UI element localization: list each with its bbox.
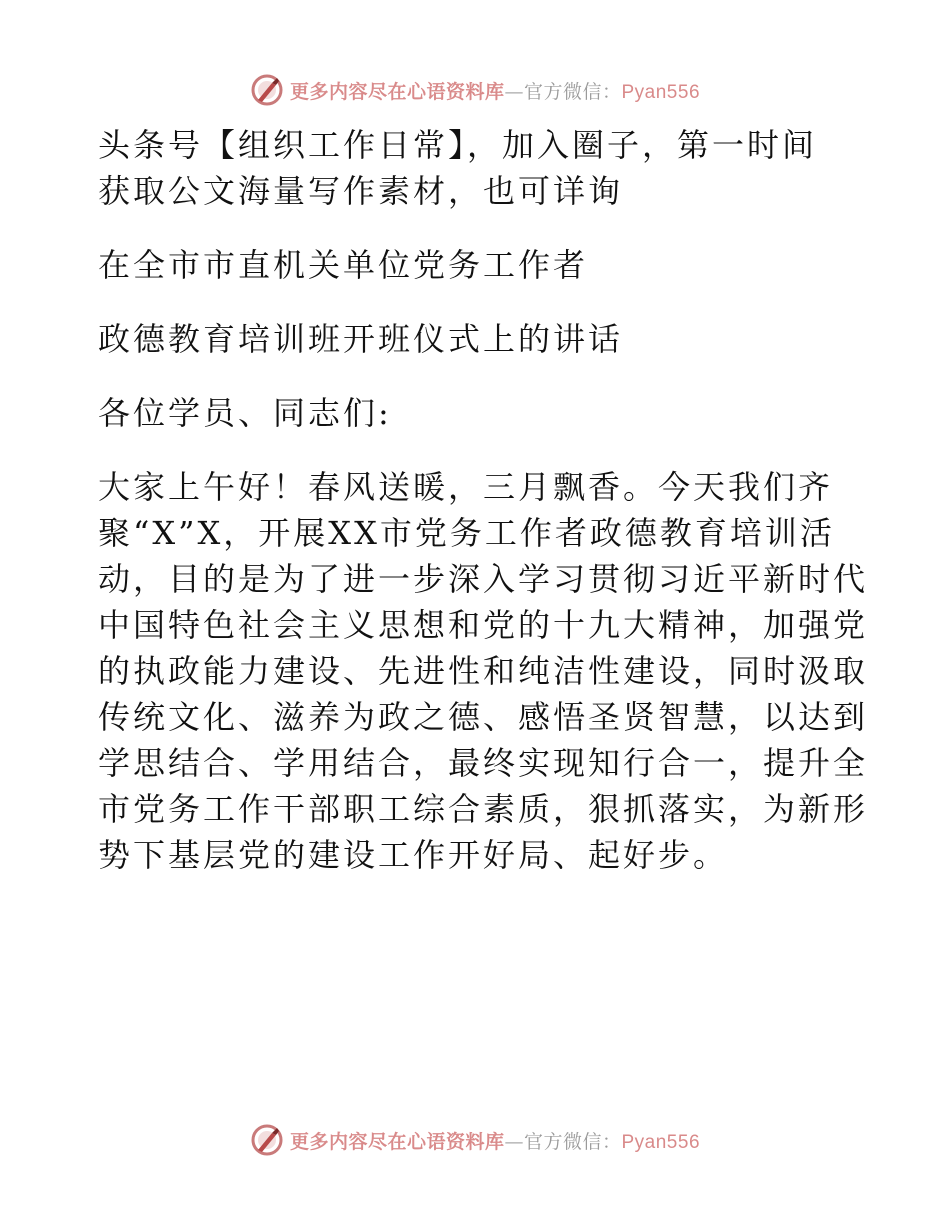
brush-logo-icon xyxy=(250,1123,284,1157)
footer-watermark xyxy=(0,1120,950,1160)
watermark-sub: 官方微信： xyxy=(523,1130,622,1153)
watermark-main: 更多内容尽在心语资料库 xyxy=(289,1130,505,1153)
watermark-text xyxy=(290,1127,700,1154)
title-line: 在全市市直机关单位党务工作者 xyxy=(98,246,589,284)
salutation-line: 各位学员、同志们: xyxy=(98,394,392,432)
body-line: 学思结合、学用结合，最终实现知行合一，提升全 xyxy=(98,744,869,782)
watermark-wechat-id: Pyan556 xyxy=(621,81,701,103)
body-line: 聚“X”X，开展XX市党务工作者政德教育培训活 xyxy=(98,514,835,552)
body-paragraph xyxy=(98,464,869,878)
watermark-dash: — xyxy=(504,80,524,103)
body-line: 势下基层党的建设工作开好局、起好步。 xyxy=(98,836,729,874)
watermark-text xyxy=(290,77,700,104)
document-title-line xyxy=(98,316,858,362)
watermark-sub: 官方微信： xyxy=(523,80,622,103)
body-line: 传统文化、滋养为政之德、感悟圣贤智慧，以达到 xyxy=(98,698,869,736)
body-line: 市党务工作干部职工综合素质，狠抓落实，为新形 xyxy=(98,790,869,828)
watermark-dash: — xyxy=(504,1130,524,1153)
body-line: 的执政能力建设、先进性和纯洁性建设，同时汲取 xyxy=(98,652,869,690)
brush-logo-icon xyxy=(250,73,284,107)
document-title-line xyxy=(98,242,858,288)
salutation xyxy=(98,390,858,436)
watermark-wechat-id: Pyan556 xyxy=(621,1131,701,1153)
intro-line: 头条号【组织工作日常】，加入圈子，第一时间 xyxy=(98,126,818,164)
title-line: 政德教育培训班开班仪式上的讲话 xyxy=(98,320,624,358)
watermark-main: 更多内容尽在心语资料库 xyxy=(289,80,505,103)
document-body xyxy=(98,122,869,878)
header-watermark xyxy=(0,70,950,110)
intro-line: 获取公文海量写作素材，也可详询 xyxy=(98,172,624,210)
body-line: 中国特色社会主义思想和党的十九大精神，加强党 xyxy=(98,606,869,644)
body-line: 动，目的是为了进一步深入学习贯彻习近平新时代 xyxy=(98,560,869,598)
body-line: 大家上午好！春风送暖，三月飘香。今天我们齐 xyxy=(98,468,834,506)
intro-paragraph xyxy=(98,122,858,214)
